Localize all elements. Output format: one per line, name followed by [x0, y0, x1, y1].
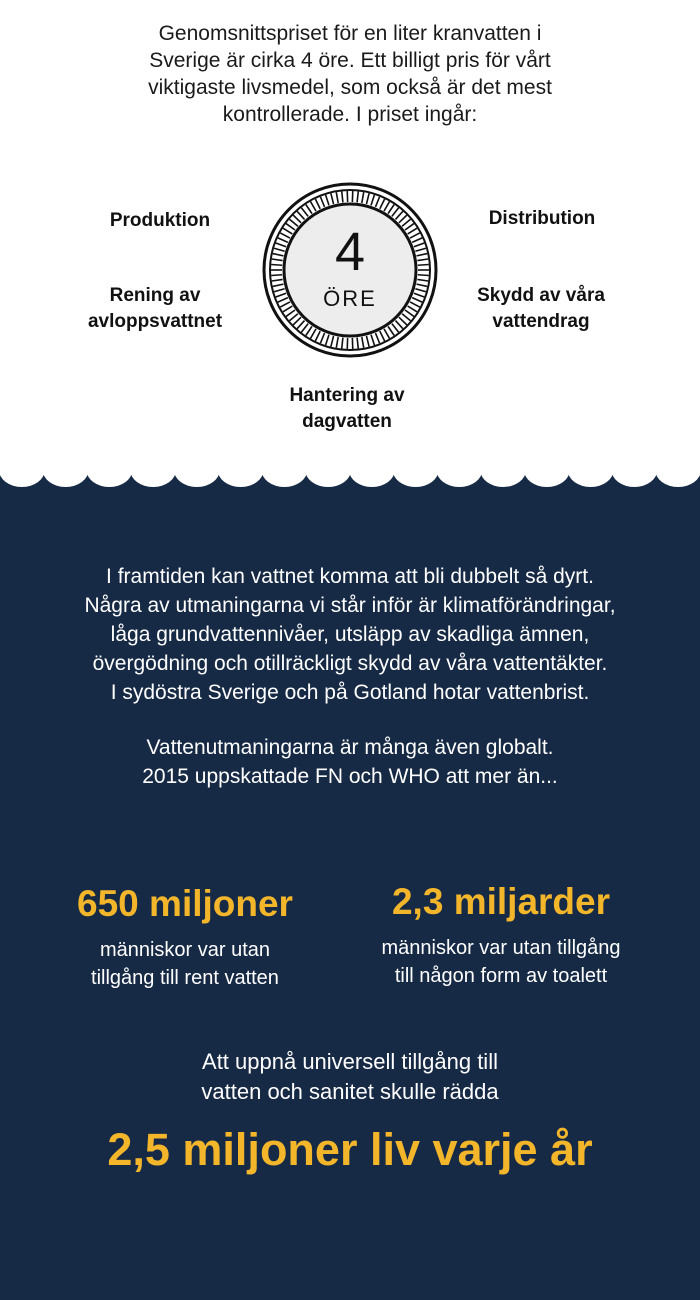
wave-bump	[130, 453, 176, 487]
stat-description-line: människor var utan tillgång	[381, 937, 621, 959]
stat-clean-water	[40, 882, 330, 992]
rescue-line: vatten och sanitet skulle rädda	[201, 1079, 499, 1104]
global-line: Vattenutmaningarna är många även globalt.	[146, 736, 554, 759]
future-line: Några av utmaningarna vi står inför är klimatförändringar,	[84, 594, 616, 617]
label-skydd	[456, 283, 626, 335]
stat-description-line: till någon form av toalett	[394, 965, 608, 987]
wave-bump	[43, 453, 89, 487]
wave-bump	[349, 453, 395, 487]
intro-line: Genomsnittspriset för en liter kranvatten i	[158, 22, 542, 45]
future-line: I framtiden kan vattnet komma att bli dubbelt så dyrt.	[106, 565, 594, 588]
wave-bump	[612, 453, 658, 487]
future-line: övergödning och otillräckligt skydd av våra vattentäkter.	[92, 652, 608, 675]
label-skydd-line: Skydd av våra	[477, 285, 605, 306]
intro-line: viktigaste livsmedel, som också är det mest	[148, 76, 552, 99]
headline-lives: 2,5 miljoner liv varje år	[107, 1124, 593, 1175]
intro-line: kontrollerade. I priset ingår:	[222, 103, 478, 126]
label-skydd-line: vattendrag	[492, 311, 590, 332]
label-rening-line: Rening av	[109, 285, 201, 306]
stat-description-line: tillgång till rent vatten	[91, 967, 279, 989]
wave-bump	[524, 453, 570, 487]
intro-text	[90, 20, 610, 128]
stat-number: 2,3 miljarder	[391, 881, 610, 922]
stat-description	[355, 934, 647, 990]
label-produktion: Produktion	[109, 210, 211, 231]
rescue-line: Att uppnå universell tillgång till	[202, 1049, 498, 1074]
stat-description	[40, 936, 330, 992]
label-rening	[70, 283, 240, 335]
stat-toilet	[355, 880, 647, 990]
wave-divider	[0, 448, 700, 508]
wave-bump	[655, 453, 700, 487]
coin-value: 4	[334, 222, 366, 282]
future-text	[30, 562, 670, 707]
label-hantering-line: dagvatten	[302, 411, 392, 432]
stat-number: 650 miljoner	[77, 883, 293, 924]
future-line: I sydöstra Sverige och på Gotland hotar vattenbrist.	[110, 681, 590, 704]
stat-description-line: människor var utan	[99, 939, 271, 961]
label-hantering-line: Hantering av	[289, 385, 405, 406]
wave-bump	[568, 453, 614, 487]
coin-icon	[262, 182, 438, 358]
global-line: 2015 uppskattade FN och WHO att mer än...	[142, 765, 558, 788]
label-rening-line: avloppsvattnet	[87, 311, 223, 332]
global-text	[30, 733, 670, 791]
future-line: låga grundvattennivåer, utsläpp av skadliga ämnen,	[110, 623, 590, 646]
label-hantering	[262, 383, 432, 435]
wave-bump	[393, 453, 439, 487]
wave-bump	[437, 453, 483, 487]
wave-bump	[87, 453, 133, 487]
intro-line: Sverige är cirka 4 öre. Ett billigt pris för vårt	[149, 49, 551, 72]
wave-bump	[480, 453, 526, 487]
label-distribution: Distribution	[488, 208, 596, 229]
wave-bump	[262, 453, 308, 487]
rescue-text	[60, 1047, 640, 1107]
wave-bump	[218, 453, 264, 487]
coin-unit: ÖRE	[323, 286, 377, 311]
wave-bump	[174, 453, 220, 487]
wave-bump	[0, 453, 45, 487]
wave-bump	[305, 453, 351, 487]
